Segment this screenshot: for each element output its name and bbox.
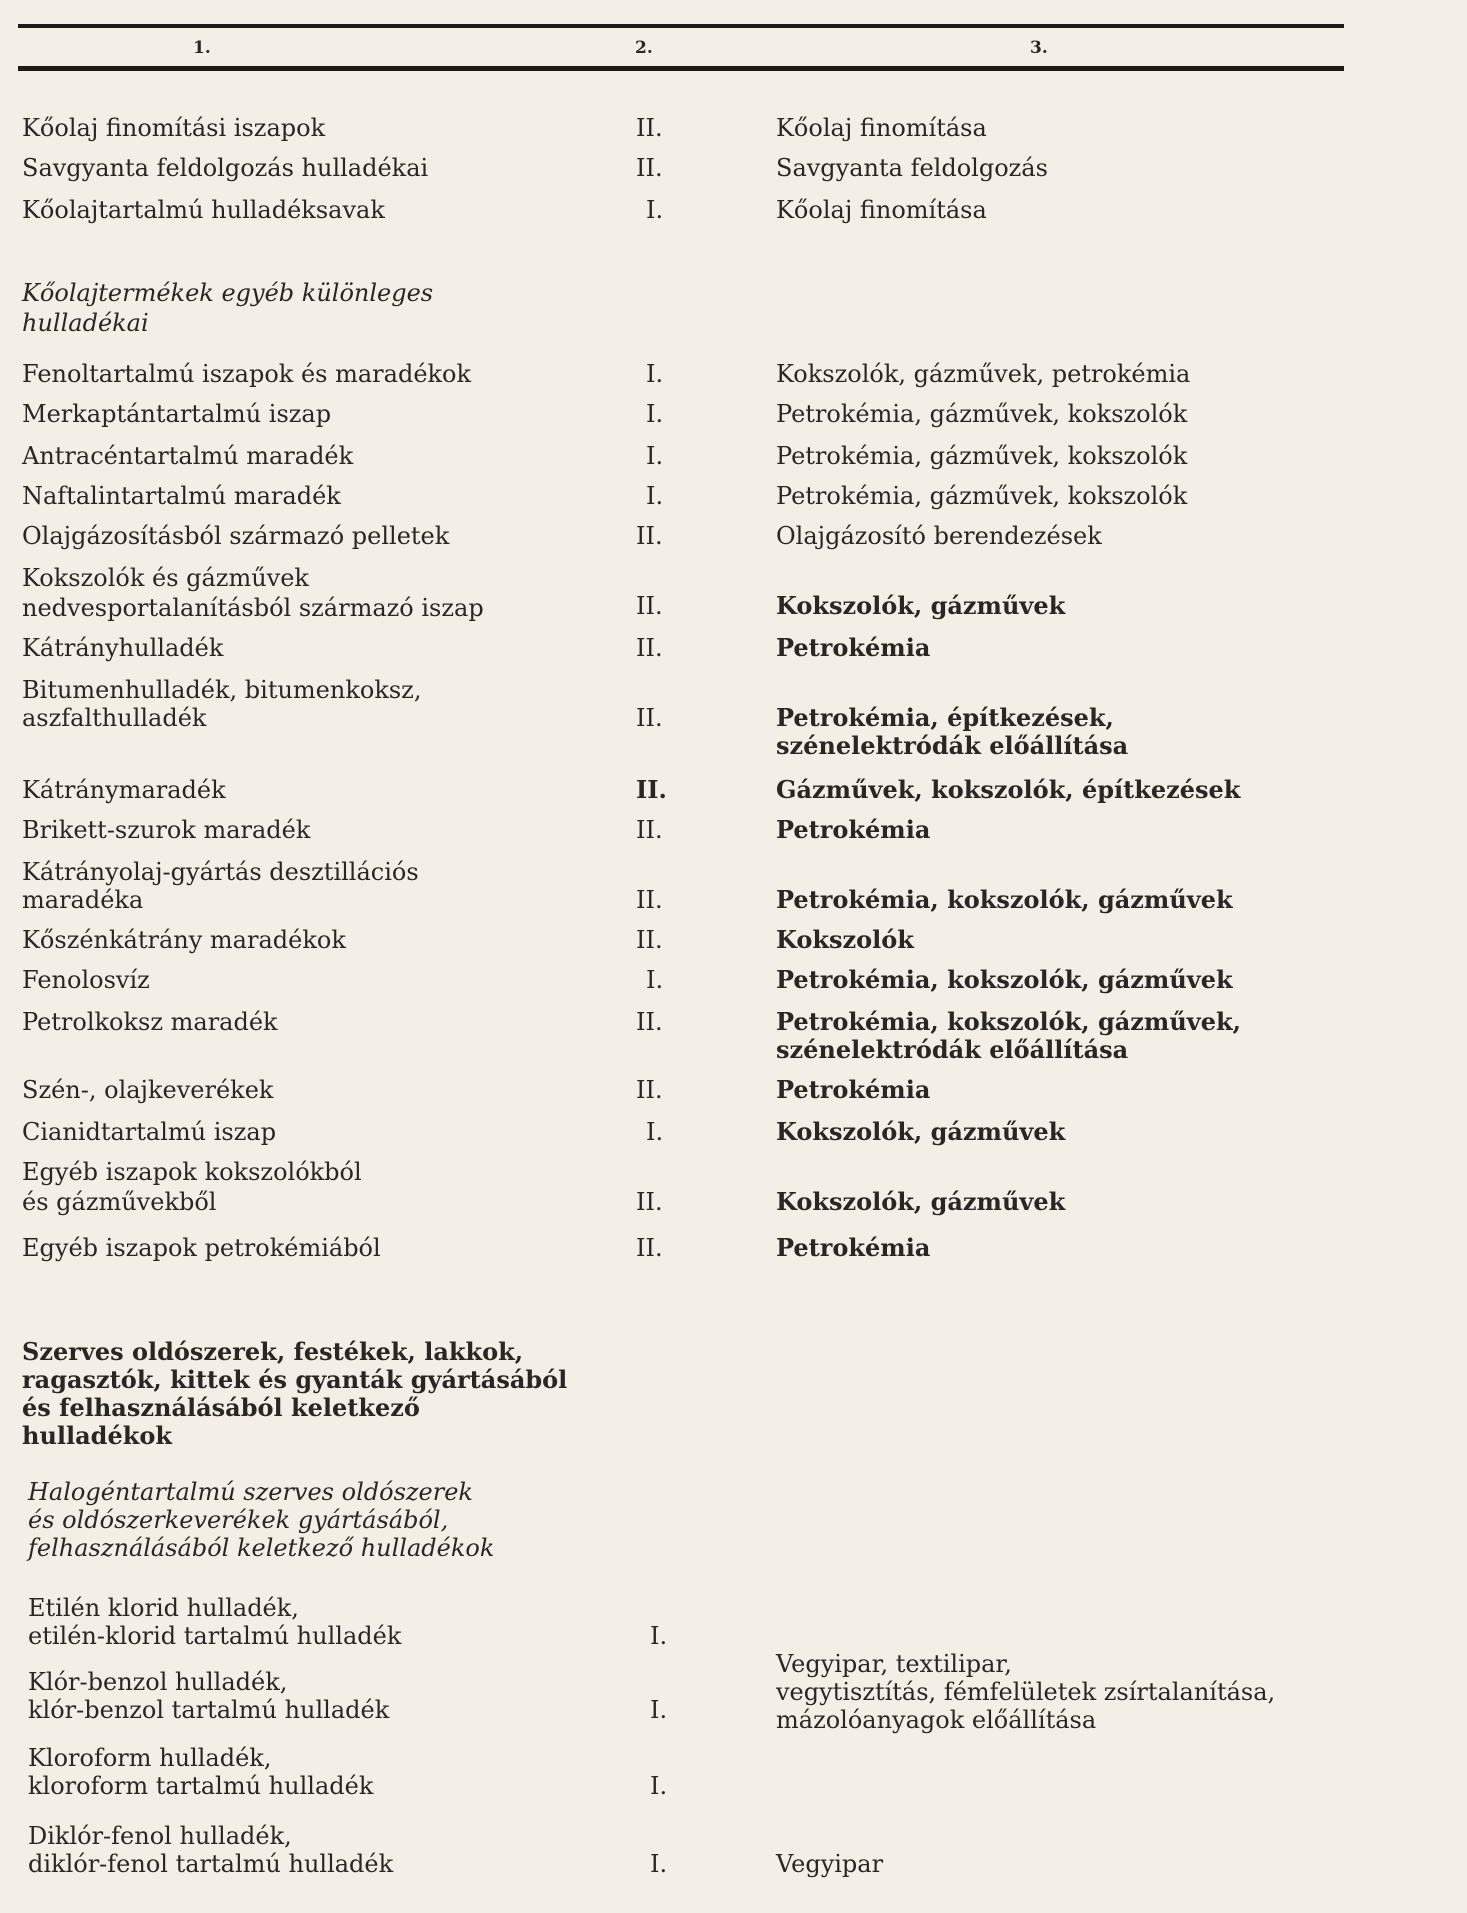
row-c3: Kokszolók, gázművek <box>776 1187 1066 1216</box>
row-c2: II. <box>636 114 663 142</box>
row-c2: II. <box>636 816 663 844</box>
row-c2: II. <box>636 926 663 954</box>
group-note-line: Vegyipar, textilipar, <box>776 1650 1012 1678</box>
row-c1: maradéka <box>22 886 144 914</box>
row-c1: Szén-, olajkeverékek <box>22 1076 274 1104</box>
row-c1: Egyéb iszapok kokszolókból <box>22 1158 362 1186</box>
row-c1: nedvesportalanításból származó iszap <box>22 594 484 622</box>
subheading-line: és oldószerkeverékek gyártásából, <box>28 1506 449 1534</box>
row-c3: Kokszolók, gázművek, petrokémia <box>776 360 1191 388</box>
row-c1: kloroform tartalmú hulladék <box>28 1772 374 1800</box>
section-heading-line: ragasztók, kittek és gyanták gyártásából <box>22 1365 568 1394</box>
row-c1: Brikett-szurok maradék <box>22 816 311 844</box>
row-c3: Petrokémia, gázművek, kokszolók <box>776 400 1188 428</box>
row-c3: Kokszolók, gázművek <box>776 591 1066 620</box>
row-c3: Petrokémia, gázművek, kokszolók <box>776 442 1188 470</box>
row-c1: Klór-benzol hulladék, <box>28 1668 288 1696</box>
row-c1: Kátrányolaj-gyártás desztillációs <box>22 858 419 886</box>
row-c3: Petrokémia <box>776 815 931 844</box>
row-c2: I. <box>646 442 664 470</box>
row-c3: Petrokémia, gázművek, kokszolók <box>776 482 1188 510</box>
row-c2: I. <box>650 1772 668 1800</box>
row-c1: Kloroform hulladék, <box>28 1744 272 1772</box>
row-c2: II. <box>636 886 663 914</box>
row-c1: klór-benzol tartalmú hulladék <box>28 1696 390 1724</box>
row-c3: Petrokémia, kokszolók, gázművek, <box>776 1007 1241 1036</box>
row-c1: Merkaptántartalmú iszap <box>22 400 332 428</box>
row-c1: Savgyanta feldolgozás hulladékai <box>22 154 429 182</box>
row-c2: I. <box>650 1622 668 1650</box>
row-c3: szénelektródák előállítása <box>776 731 1129 760</box>
row-c3: Petrokémia, kokszolók, gázművek <box>776 965 1233 994</box>
row-c3: Kőolaj finomítása <box>776 196 987 224</box>
row-c1: etilén-klorid tartalmú hulladék <box>28 1622 402 1650</box>
row-c2: I. <box>646 1118 664 1146</box>
row-c1: Olajgázosításból származó pelletek <box>22 522 450 550</box>
row-c3: Kokszolók <box>776 925 914 954</box>
row-c1: Cianidtartalmú iszap <box>22 1118 277 1146</box>
column-3-number: 3. <box>1030 38 1048 58</box>
group-note-line: mázolóanyagok előállítása <box>776 1706 1097 1734</box>
row-c2: I. <box>646 196 664 224</box>
row-c3: Petrokémia <box>776 633 931 662</box>
row-c1: diklór-fenol tartalmú hulladék <box>28 1850 394 1878</box>
row-c2: II. <box>636 1008 663 1036</box>
section-heading-line: hulladékok <box>22 1421 172 1450</box>
row-c3: Olajgázosító berendezések <box>776 522 1102 550</box>
row-c1: Petrolkoksz maradék <box>22 1008 278 1036</box>
subheading-line: Kőolajtermékek egyéb különleges <box>22 279 434 307</box>
row-c2: II. <box>636 154 663 182</box>
row-c3: Petrokémia <box>776 1075 931 1104</box>
row-c1: Kokszolók és gázművek <box>22 564 309 592</box>
section-heading-line: Szerves oldószerek, festékek, lakkok, <box>22 1337 524 1366</box>
row-c2: II. <box>636 1188 663 1216</box>
row-c2: I. <box>646 482 664 510</box>
row-c3: Gázművek, kokszolók, építkezések <box>776 775 1241 804</box>
row-c2: II. <box>636 592 663 620</box>
row-c1: Kőolaj finomítási iszapok <box>22 114 326 142</box>
row-c3: Savgyanta feldolgozás <box>776 154 1048 182</box>
column-1-number: 1. <box>193 38 211 58</box>
header-rule <box>18 66 1344 71</box>
row-c2: II. <box>636 1076 663 1104</box>
row-c3: Vegyipar <box>776 1850 884 1878</box>
row-c1: Kátránymaradék <box>22 776 226 804</box>
column-2-number: 2. <box>635 38 653 58</box>
row-c2: I. <box>646 400 664 428</box>
group-note-line: vegytisztítás, fémfelületek zsírtalanítása, <box>776 1678 1276 1706</box>
row-c1: Fenoltartalmú iszapok és maradékok <box>22 360 472 388</box>
row-c1: Kőolajtartalmú hulladéksavak <box>22 196 385 224</box>
row-c1: Antracéntartalmú maradék <box>22 442 354 470</box>
row-c1: aszfalthulladék <box>22 704 207 732</box>
row-c1: Egyéb iszapok petrokémiából <box>22 1234 381 1262</box>
row-c2: I. <box>650 1850 668 1878</box>
row-c2: II. <box>636 704 663 732</box>
row-c2: I. <box>646 966 664 994</box>
row-c1: Fenolosvíz <box>22 966 150 994</box>
subheading-line: hulladékai <box>22 309 149 337</box>
row-c3: Kokszolók, gázművek <box>776 1117 1066 1146</box>
row-c1: Etilén klorid hulladék, <box>28 1594 299 1622</box>
subheading-line: felhasználásából keletkező hulladékok <box>28 1534 495 1562</box>
row-c1: Bitumenhulladék, bitumenkoksz, <box>22 676 422 704</box>
section-heading-line: és felhasználásából keletkező <box>22 1393 420 1422</box>
row-c3: Kőolaj finomítása <box>776 114 987 142</box>
row-c2: II. <box>636 634 663 662</box>
row-c1: Kőszénkátrány maradékok <box>22 926 346 954</box>
row-c3: szénelektródák előállítása <box>776 1035 1129 1064</box>
top-rule <box>18 24 1344 28</box>
row-c2: II. <box>636 775 667 804</box>
row-c3: Petrokémia <box>776 1233 931 1262</box>
row-c2: I. <box>646 360 664 388</box>
row-c1: Kátrányhulladék <box>22 634 224 662</box>
row-c1: Diklór-fenol hulladék, <box>28 1822 292 1850</box>
subheading-line: Halogéntartalmú szerves oldószerek <box>28 1478 473 1506</box>
row-c2: II. <box>636 1234 663 1262</box>
row-c2: II. <box>636 522 663 550</box>
row-c3: Petrokémia, kokszolók, gázművek <box>776 885 1233 914</box>
row-c1: és gázművekből <box>22 1188 217 1216</box>
row-c2: I. <box>650 1696 668 1724</box>
row-c3: Petrokémia, építkezések, <box>776 703 1114 732</box>
row-c1: Naftalintartalmú maradék <box>22 482 341 510</box>
